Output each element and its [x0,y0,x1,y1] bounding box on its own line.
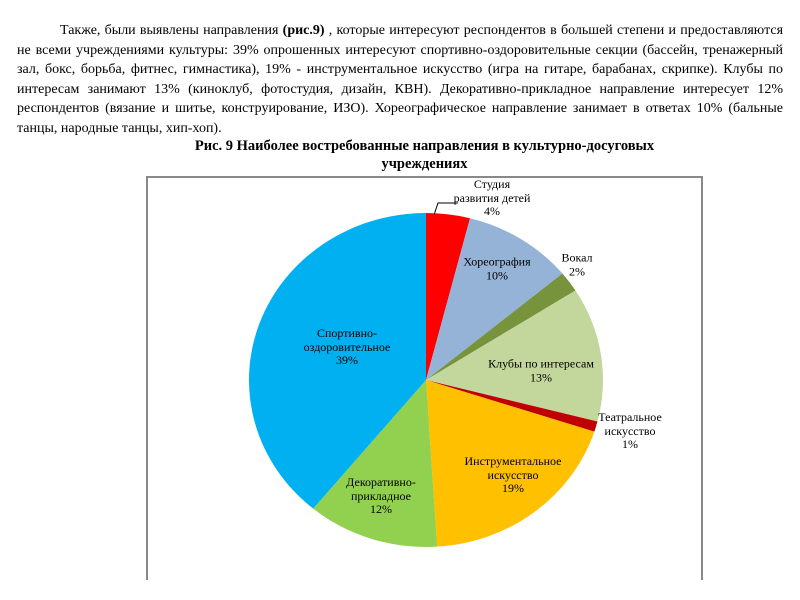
pie-label-1: Хореография 10% [463,254,531,282]
pie-label-7: Спортивно- оздоровительное 39% [303,325,391,367]
paragraph-bold-ref: (рис.9) [282,23,325,38]
figure-title [146,137,703,173]
pie-label-3: Клубы по интересам 13% [488,356,594,384]
paragraph-text-before: Также, были выявлены направления [60,23,283,38]
pie-label-6: Декоративно- прикладное 12% [346,474,416,516]
pie-label-2: Вокал 2% [561,250,593,278]
pie-label-5: Инструментальное искусство 19% [464,453,562,495]
pie-label-4: Театральное искусство 1% [598,409,662,451]
paragraph-text-after: , которые интересуют респондентов в большей степени и предоставляются не всеми учреждениями культуры: 39% опрошенных интересуют спортивно-оздоровительные секции (бассейн, тренажерный зал, бокс, борьба, фитнес, гимнастика), 19% - инструментальное искусство (игра на гитаре, барабанах, скрипке). Клубы по интересам занимают 13% (киноклуб, фотостудия, дизайн, КВН). Декоративно-прикладное направление интересует 12% респондентов (вязание и шитье, конструирование, ИЗО). Хореографическое направление занимает в ответах 10% (бальные танцы, народные танцы, хип-хоп). [17,23,784,136]
figure-title-line1: Рис. 9 Наиболее востребованные направления в культурно-досуговых [194,138,655,154]
pie-chart-frame [146,176,703,580]
figure-title-line2: учреждениях [381,156,468,172]
report-paragraph [17,21,783,138]
pie-chart-svg [148,178,701,578]
label-leader-line [434,203,458,215]
pie-label-0: Студия развития детей 4% [453,176,531,218]
